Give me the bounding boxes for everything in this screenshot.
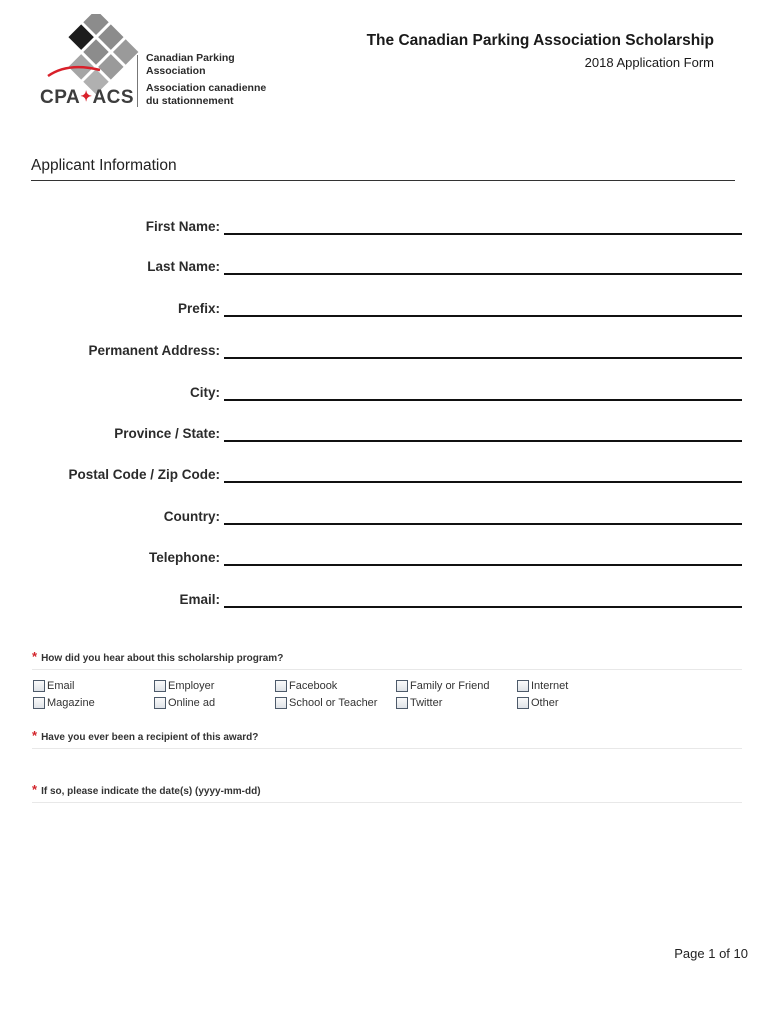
form-subtitle: 2018 Application Form bbox=[584, 55, 714, 70]
option-label: Other bbox=[531, 697, 559, 709]
postal-code-input[interactable] bbox=[224, 481, 742, 483]
field-label: Province / State: bbox=[114, 426, 220, 441]
field-label: First Name: bbox=[145, 219, 220, 234]
postal-code-field bbox=[0, 467, 770, 487]
logo-name-fr-1: Association canadienne bbox=[146, 82, 267, 94]
option-label: Internet bbox=[531, 680, 569, 692]
country-input[interactable] bbox=[224, 523, 742, 525]
permanent-address-input[interactable] bbox=[224, 357, 742, 359]
option-online-ad[interactable] bbox=[154, 697, 215, 709]
logo-wordmark: CPA✦ACS bbox=[40, 87, 135, 108]
option-employer[interactable] bbox=[154, 680, 214, 692]
question-text: Have you ever been a recipient of this award? bbox=[41, 732, 259, 743]
question-award-dates bbox=[32, 782, 261, 797]
checkbox[interactable] bbox=[154, 680, 166, 692]
field-label: City: bbox=[190, 385, 220, 400]
option-other[interactable] bbox=[517, 697, 559, 709]
checkbox[interactable] bbox=[275, 697, 287, 709]
question-how-heard bbox=[32, 649, 283, 664]
option-internet[interactable] bbox=[517, 680, 568, 692]
option-label: Twitter bbox=[410, 697, 443, 709]
city-field bbox=[0, 385, 770, 405]
page-number: Page 1 of 10 bbox=[674, 946, 748, 961]
section-divider bbox=[31, 180, 735, 181]
prefix-input[interactable] bbox=[224, 315, 742, 317]
question-divider bbox=[32, 802, 742, 803]
question-text: If so, please indicate the date(s) (yyyy-mm-dd) bbox=[41, 786, 261, 797]
checkbox[interactable] bbox=[33, 680, 45, 692]
field-label: Permanent Address: bbox=[88, 343, 220, 358]
province-state-input[interactable] bbox=[224, 440, 742, 442]
field-label: Country: bbox=[163, 509, 220, 524]
checkbox[interactable] bbox=[396, 697, 408, 709]
option-school-or-teacher[interactable] bbox=[275, 697, 377, 709]
option-label: Online ad bbox=[168, 697, 216, 709]
last-name-field bbox=[0, 259, 770, 279]
form-title: The Canadian Parking Association Scholarship bbox=[366, 32, 714, 49]
field-label: Email: bbox=[179, 592, 220, 607]
checkbox[interactable] bbox=[517, 680, 529, 692]
question-divider bbox=[32, 748, 742, 749]
checkbox[interactable] bbox=[517, 697, 529, 709]
logo-name-en-1: Canadian Parking bbox=[146, 52, 235, 64]
telephone-field bbox=[0, 550, 770, 570]
checkbox[interactable] bbox=[154, 697, 166, 709]
question-divider bbox=[32, 669, 742, 670]
email-input[interactable] bbox=[224, 606, 742, 608]
option-email[interactable] bbox=[33, 680, 75, 692]
logo-divider bbox=[137, 55, 138, 107]
section-title: Applicant Information bbox=[31, 157, 177, 174]
last-name-input[interactable] bbox=[224, 273, 742, 275]
email-field bbox=[0, 592, 770, 612]
option-label: Email bbox=[47, 680, 75, 692]
question-past-recipient bbox=[32, 728, 258, 743]
field-label: Prefix: bbox=[177, 301, 220, 316]
logo-text bbox=[146, 52, 266, 112]
option-twitter[interactable] bbox=[396, 697, 442, 709]
required-marker: * bbox=[32, 728, 38, 743]
field-label: Postal Code / Zip Code: bbox=[68, 467, 220, 482]
option-label: Facebook bbox=[289, 680, 338, 692]
option-label: Employer bbox=[168, 680, 215, 692]
telephone-input[interactable] bbox=[224, 564, 742, 566]
question-text: How did you hear about this scholarship program? bbox=[41, 653, 284, 664]
checkbox[interactable] bbox=[396, 680, 408, 692]
prefix-field bbox=[0, 301, 770, 321]
option-facebook[interactable] bbox=[275, 680, 337, 692]
option-label: School or Teacher bbox=[289, 697, 378, 709]
province-state-field bbox=[0, 426, 770, 446]
checkbox[interactable] bbox=[33, 697, 45, 709]
required-marker: * bbox=[32, 782, 38, 797]
first-name-input[interactable] bbox=[224, 233, 742, 235]
field-label: Telephone: bbox=[148, 550, 220, 565]
first-name-field bbox=[0, 219, 770, 239]
logo-name-en-2: Association bbox=[146, 64, 206, 77]
field-label: Last Name: bbox=[147, 259, 220, 274]
city-input[interactable] bbox=[224, 399, 742, 401]
logo-name-fr-2: du stationnement bbox=[146, 94, 234, 107]
checkbox[interactable] bbox=[275, 680, 287, 692]
option-label: Family or Friend bbox=[410, 680, 490, 692]
option-family-or-friend[interactable] bbox=[396, 680, 489, 692]
country-field bbox=[0, 509, 770, 529]
option-label: Magazine bbox=[47, 697, 95, 709]
required-marker: * bbox=[32, 649, 38, 664]
maple-leaf-icon: ✦ bbox=[80, 88, 93, 104]
permanent-address-field bbox=[0, 343, 770, 363]
option-magazine[interactable] bbox=[33, 697, 95, 709]
